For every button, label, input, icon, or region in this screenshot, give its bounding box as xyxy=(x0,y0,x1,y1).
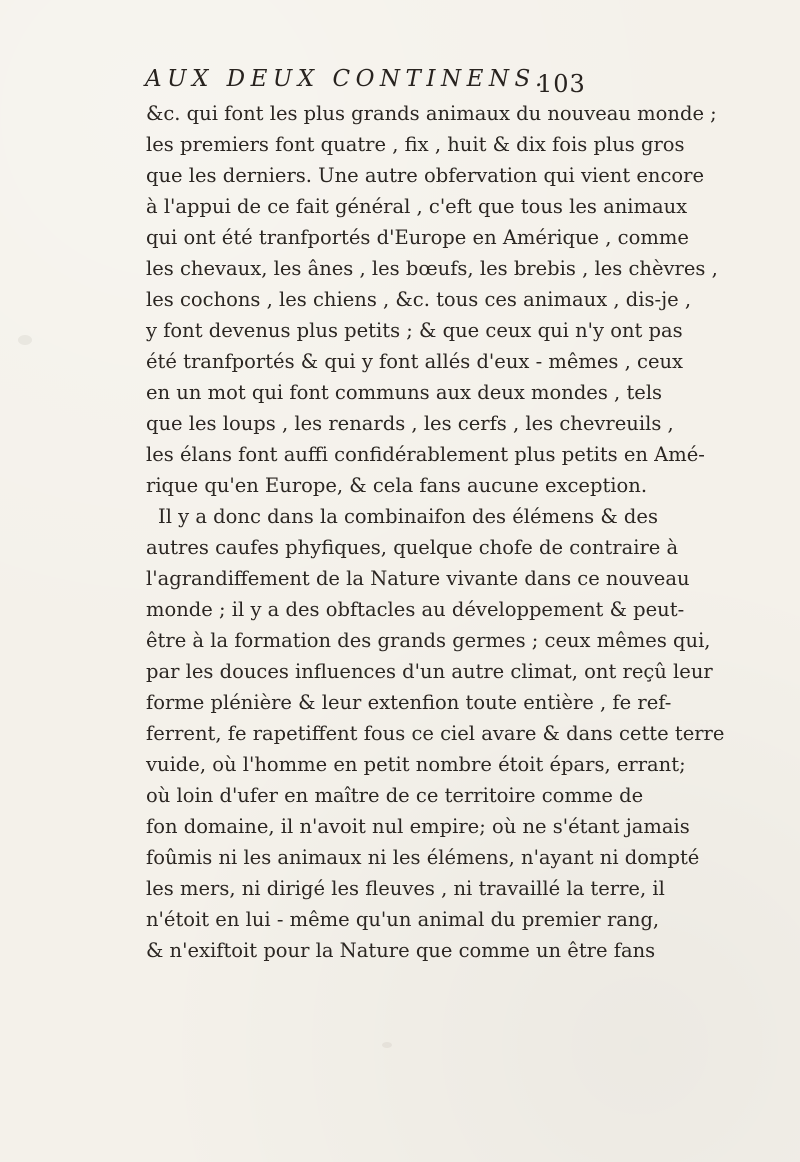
text-line: rique qu'en Europe, & cela fans aucune exception. xyxy=(146,474,648,497)
text-line: être à la formation des grands germes ; ceux mêmes qui, xyxy=(146,629,711,652)
text-line: ferrent, fe rapetiffent fous ce ciel avare & dans cette terre xyxy=(146,722,725,745)
text-line: n'étoit en lui - même qu'un animal du premier rang, xyxy=(146,908,660,931)
page-header xyxy=(145,66,605,102)
running-head: AUX DEUX CONTINENS. xyxy=(145,66,548,92)
text-line: en un mot qui font communs aux deux mondes , tels xyxy=(146,381,663,404)
text-line: fon domaine, il n'avoit nul empire; où ne s'étant jamais xyxy=(146,815,690,838)
text-line: par les douces influences d'un autre climat, ont reçû leur xyxy=(146,660,713,683)
text-line: les chevaux, les ânes , les bœufs, les brebis , les chèvres , xyxy=(146,257,718,280)
text-line: & n'exiftoit pour la Nature que comme un être fans xyxy=(146,939,656,962)
text-line: à l'appui de ce fait général , c'eft que tous les animaux xyxy=(146,195,688,218)
page-number: 103 xyxy=(537,70,586,98)
text-line: été tranfportés & qui y font allés d'eux - mêmes , ceux xyxy=(146,350,684,373)
text-line: &c. qui font les plus grands animaux du nouveau monde ; xyxy=(146,102,717,125)
text-line: forme plénière & leur extenfion toute entière , fe ref- xyxy=(146,691,672,714)
text-line: monde ; il y a des obftacles au développement & peut- xyxy=(146,598,685,621)
text-line: les mers, ni dirigé les fleuves , ni travaillé la terre, il xyxy=(146,877,665,900)
text-line: foûmis ni les animaux ni les élémens, n'ayant ni dompté xyxy=(146,846,700,869)
paper-stain xyxy=(18,335,32,345)
text-line: les premiers font quatre , fix , huit & dix fois plus gros xyxy=(146,133,685,156)
text-line: l'agrandiffement de la Nature vivante dans ce nouveau xyxy=(146,567,690,590)
text-line: que les loups , les renards , les cerfs , les chevreuils , xyxy=(146,412,674,435)
text-line: qui ont été tranfportés d'Europe en Amérique , comme xyxy=(146,226,689,249)
text-line: les élans font auffi confidérablement plus petits en Amé- xyxy=(146,443,705,466)
text-line: où loin d'ufer en maître de ce territoire comme de xyxy=(146,784,644,807)
text-line: y font devenus plus petits ; & que ceux qui n'y ont pas xyxy=(146,319,683,342)
text-line: les cochons , les chiens , &c. tous ces animaux , dis-je , xyxy=(146,288,692,311)
text-line: que les derniers. Une autre obfervation qui vient encore xyxy=(146,164,704,187)
text-line: vuide, où l'homme en petit nombre étoit épars, errant; xyxy=(146,753,686,776)
paper-stain xyxy=(382,1042,392,1048)
text-line: autres caufes phyfiques, quelque chofe de contraire à xyxy=(146,536,679,559)
text-line: Il y a donc dans la combinaifon des élémens & des xyxy=(158,505,658,528)
body-text xyxy=(146,98,725,962)
